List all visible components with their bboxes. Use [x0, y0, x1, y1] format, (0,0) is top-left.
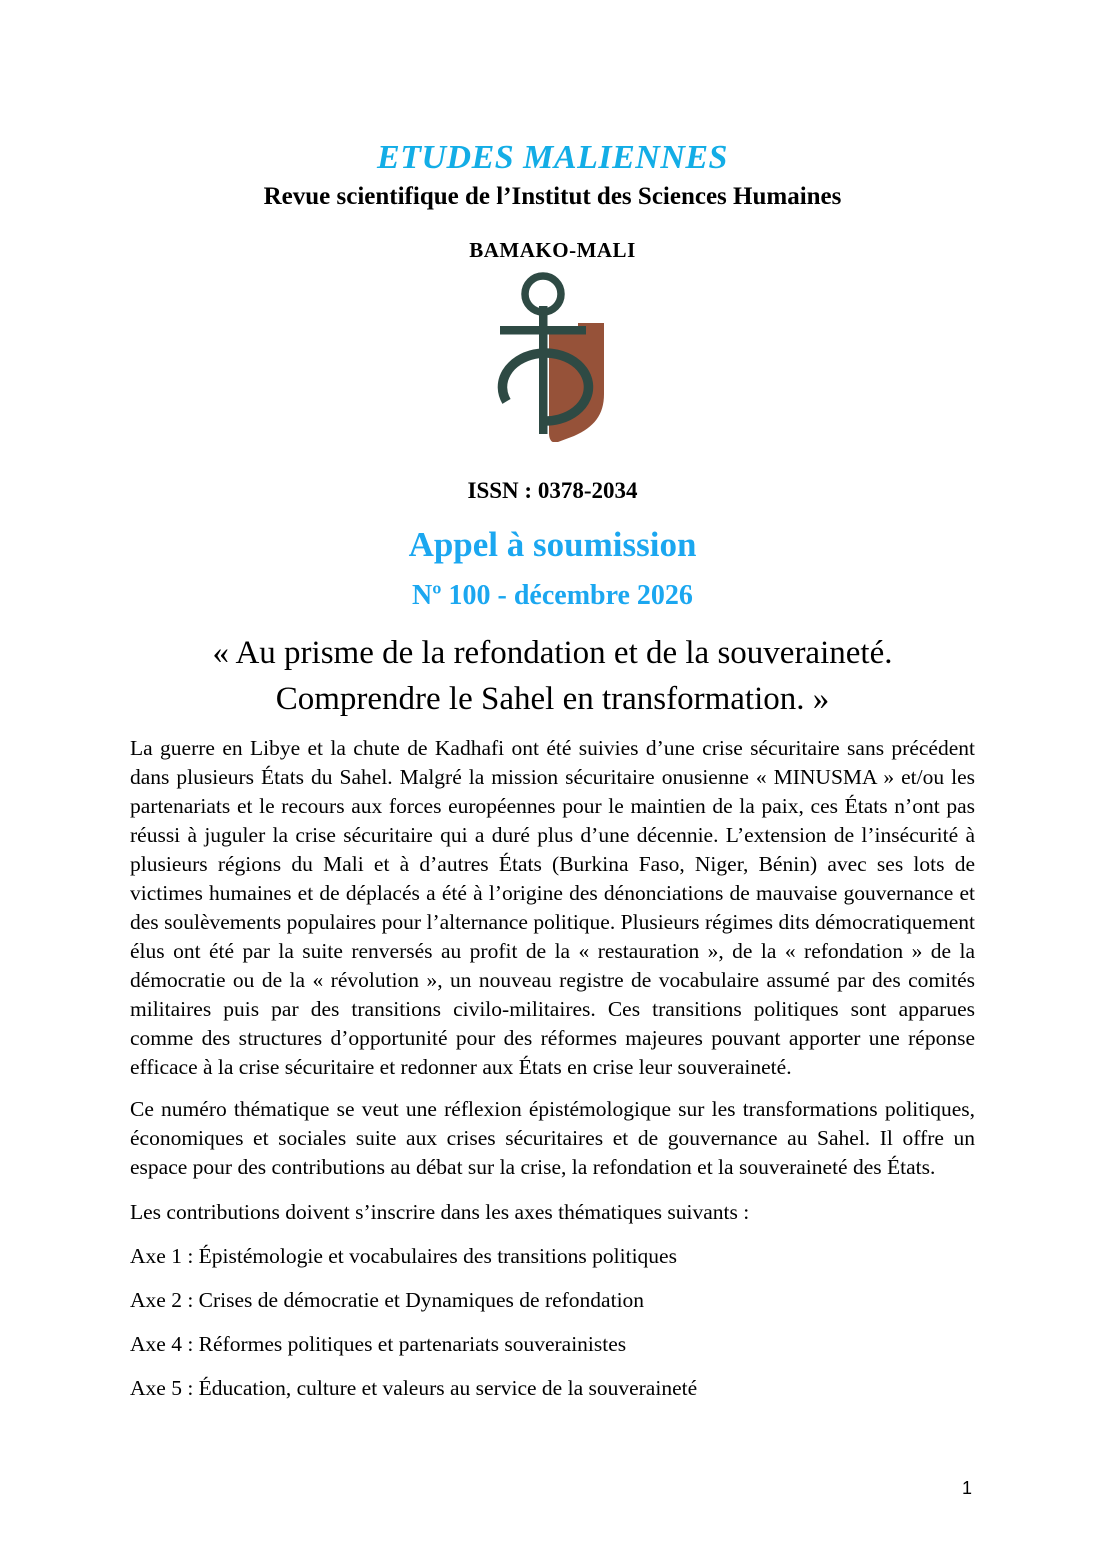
thematic-title-line2: Comprendre le Sahel en transformation. » [275, 680, 830, 717]
call-for-submissions-title: Appel à soumission [408, 525, 697, 565]
issue-number-line: Nº 100 - décembre 2026 [412, 580, 693, 612]
thematic-title-line1: « Au prisme de la refondation et de la souveraineté. [212, 634, 893, 671]
axis-item-5: Axe 5 : Éducation, culture et valeurs au service de la souveraineté [130, 1376, 698, 1401]
thematic-title [130, 630, 975, 722]
body-text [130, 734, 975, 1403]
page-number: 1 [961, 1478, 972, 1498]
body-paragraph-2: Ce numéro thématique se veut une réflexion épistémologique sur les transformations politiques, économiques et sociales suite aux crises sécuritaires et de gouvernance au Sahel. Il offre un espace pour des contributions au débat sur la crise, la refondation et la souveraineté des États. [130, 1097, 975, 1180]
location-line: BAMAKO-MALI [469, 238, 636, 263]
body-paragraph-1: La guerre en Libye et la chute de Kadhafi ont été suivies d’une crise sécuritaire sans précédent dans plusieurs États du Sahel. Malgré la mission sécuritaire onusienne « MINUSMA » et/ou les partenariats et le recours aux forces européennes pour le maintien de la paix, ces États n’ont pas réussi à juguler la crise sécuritaire qui a duré plus d’une décennie. L’extension de l’insécurité à plusieurs régions du Mali et à d’autres États (Burkina Faso, Niger, Bénin) avec ses lots de victimes humaines et de déplacés a été à l’origine des dénonciations de mauvaise gouvernance et des soulèvements populaires pour l’alternance politique. Plusieurs régimes dits démocratiquement élus ont été par la suite renversés au profit de la « restauration », de la « refondation » de la démocratie ou de la « révolution », un nouveau registre de vocabulaire assumé par des comités militaires puis par des transitions civilo-militaires. Ces transitions politiques sont apparues comme des structures d’opportunité pour des réformes majeures pouvant apporter une réponse efficace à la crise sécuritaire et redonner aux États en crise leur souveraineté. [130, 736, 975, 1080]
journal-title: ETUDES MALIENNES [377, 139, 728, 176]
issn-line: ISSN : 0378-2034 [467, 478, 638, 504]
ishm-anchor-emblem-icon [494, 266, 611, 447]
journal-subtitle: Revue scientifique de l’Institut des Sciences Humaines [263, 183, 842, 211]
axes-intro-line: Les contributions doivent s’inscrire dans les axes thématiques suivants : [130, 1200, 750, 1225]
logo-container [130, 268, 975, 444]
axis-item-2: Axe 2 : Crises de démocratie et Dynamiques de refondation [130, 1288, 645, 1313]
axis-item-1: Axe 1 : Épistémologie et vocabulaires des transitions politiques [130, 1244, 677, 1269]
axis-item-4: Axe 4 : Réformes politiques et partenariats souverainistes [130, 1332, 627, 1357]
